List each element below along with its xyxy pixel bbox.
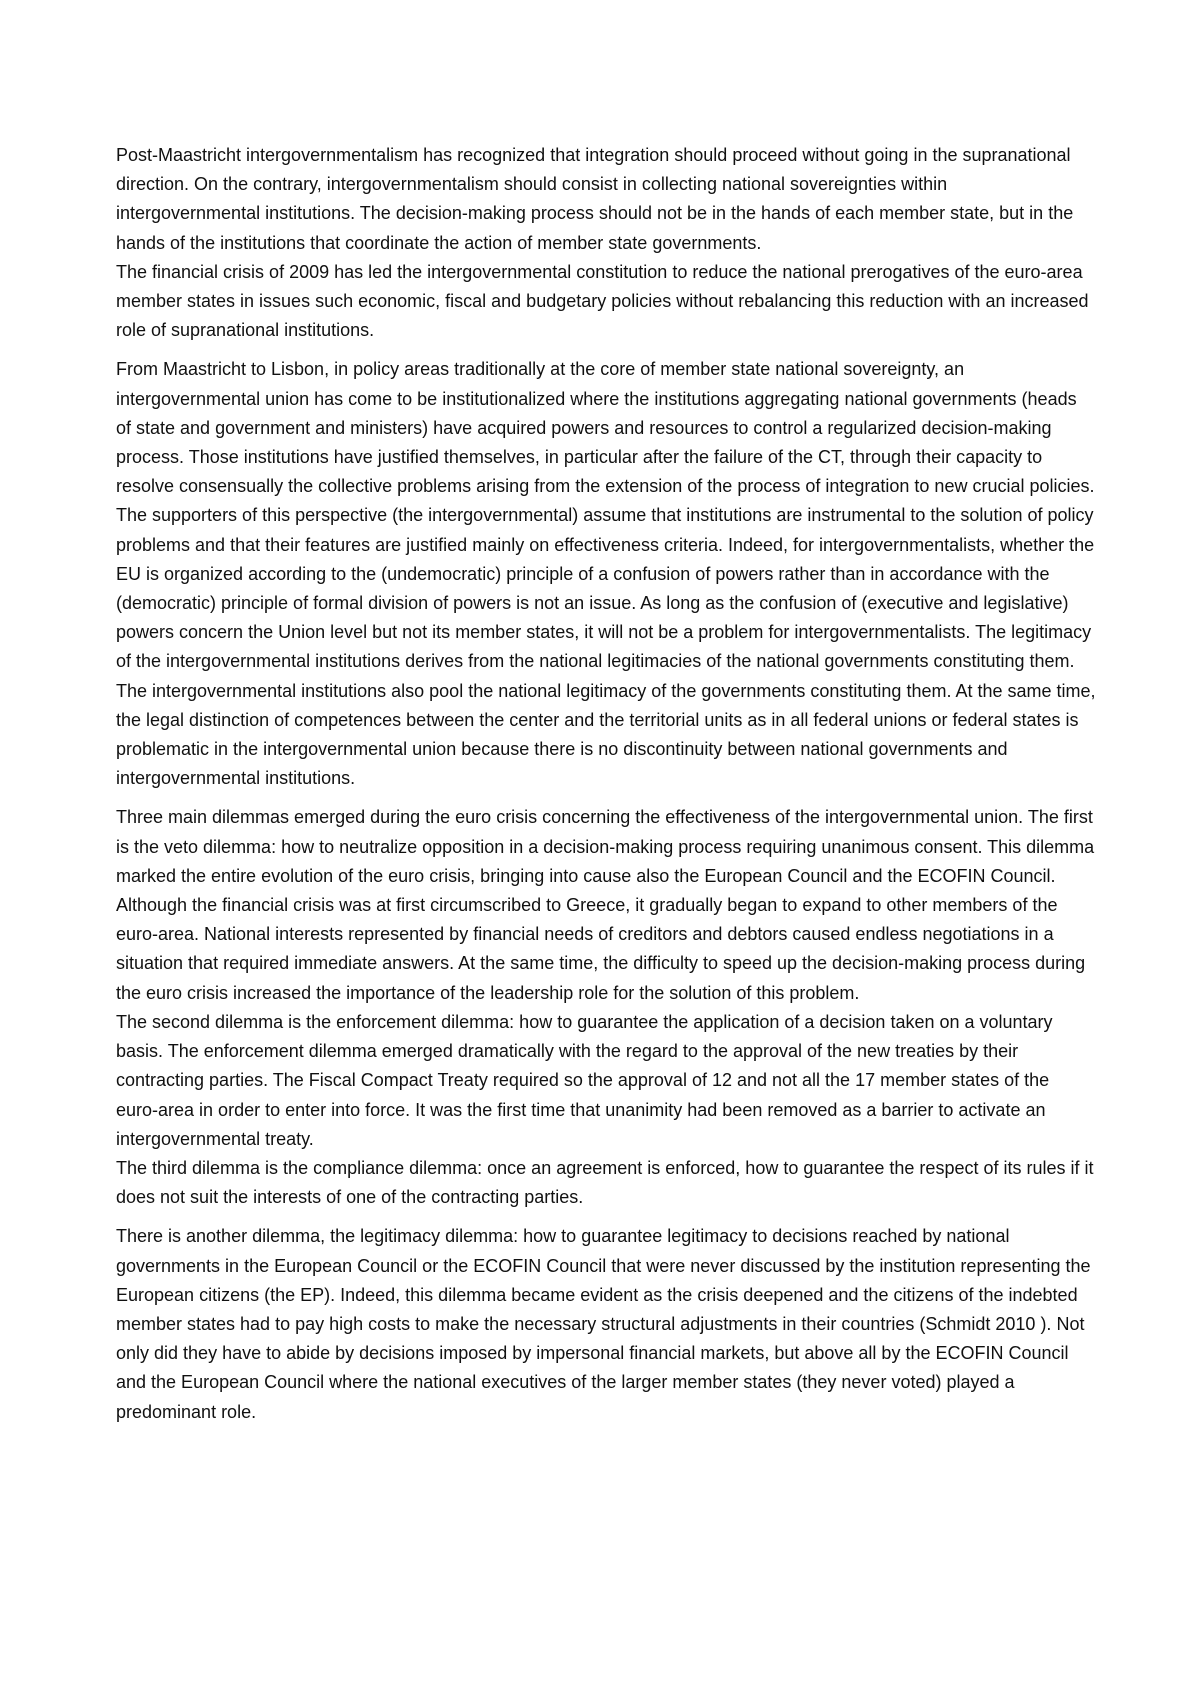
paragraph-financial-crisis: The financial crisis of 2009 has led the intergovernmental constitution to reduce the national prerogatives of the euro-area member states in issues such economic, fiscal and budgetary policies without rebalancing this reduction with an increased role of supranational institutions.	[116, 261, 1089, 341]
paragraph-three-dilemmas: Three main dilemmas emerged during the euro crisis concerning the effectiveness of the intergovernmental union. The first is the veto dilemma: how to neutralize opposition in a decision-making process requiring unanimous consent. This dilemma marked the entire evolution of the euro crisis, bringing into cause also the European Council and the ECOFIN Council. Although the financial crisis was at first circumscribed to Greece, it gradually began to expand to other members of the euro-area. National interests represented by financial needs of creditors and debtors caused endless negotiations in a situation that required immediate answers. At the same time, the difficulty to speed up the decision-making process during the euro crisis increased the importance of the leadership role for the solution of this problem.	[116, 807, 1095, 1003]
paragraph-compliance-dilemma: The third dilemma is the compliance dilemma: once an agreement is enforced, how to guarantee the respect of its rules if it does not suit the interests of one of the contracting parties.	[116, 1157, 1094, 1208]
paragraph-post-maastricht: Post-Maastricht intergovernmentalism has recognized that integration should proceed without going in the supranational direction. On the contrary, intergovernmentalism should consist in collecting national sovereignties within intergovernmental institutions. The decision-making process should not be in the hands of each member state, but in the hands of the institutions that coordinate the action of member state governments.	[116, 145, 1074, 253]
paragraph-enforcement-dilemma: The second dilemma is the enforcement dilemma: how to guarantee the application of a decision taken on a voluntary basis. The enforcement dilemma emerged dramatically with the regard to the approval of the new treaties by their contracting parties. The Fiscal Compact Treaty required so the approval of 12 and not all the 17 member states of the euro-area in order to enter into force. It was the first time that unanimity had been removed as a barrier to activate an intergovernmental treaty.	[116, 1011, 1053, 1149]
document-body	[116, 141, 1096, 1427]
paragraph-legitimacy-dilemma: There is another dilemma, the legitimacy dilemma: how to guarantee legitimacy to decisions reached by national governments in the European Council or the ECOFIN Council that were never discussed by the institution representing the European citizens (the EP). Indeed, this dilemma became evident as the crisis deepened and the citizens of the indebted member states had to pay high costs to make the necessary structural adjustments in their countries (Schmidt 2010 ). Not only did they have to abide by decisions imposed by impersonal financial markets, but above all by the ECOFIN Council and the European Council where the national executives of the larger member states (they never voted) played a predominant role.	[116, 1226, 1091, 1422]
paragraph-maastricht-to-lisbon: From Maastricht to Lisbon, in policy areas traditionally at the core of member state national sovereignty, an intergovernmental union has come to be institutionalized where the institutions aggregating national governments (heads of state and government and ministers) have acquired powers and resources to control a regularized decision-making process. Those institutions have justified themselves, in particular after the failure of the CT, through their capacity to resolve consensually the collective problems arising from the extension of the process of integration to new crucial policies. The supporters of this perspective (the intergovernmental) assume that institutions are instrumental to the solution of policy problems and that their features are justified mainly on effectiveness criteria. Indeed, for intergovernmentalists, whether the EU is organized according to the (undemocratic) principle of a confusion of powers rather than in accordance with the (democratic) principle of formal division of powers is not an issue. As long as the confusion of (executive and legislative) powers concern the Union level but not its member states, it will not be a problem for intergovernmentalists. The legitimacy of the intergovernmental institutions derives from the national legitimacies of the national governments constituting them. The intergovernmental institutions also pool the national legitimacy of the governments constituting them. At the same time, the legal distinction of competences between the center and the territorial units as in all federal unions or federal states is problematic in the intergovernmental union because there is no discontinuity between national governments and intergovernmental institutions.	[116, 359, 1096, 789]
